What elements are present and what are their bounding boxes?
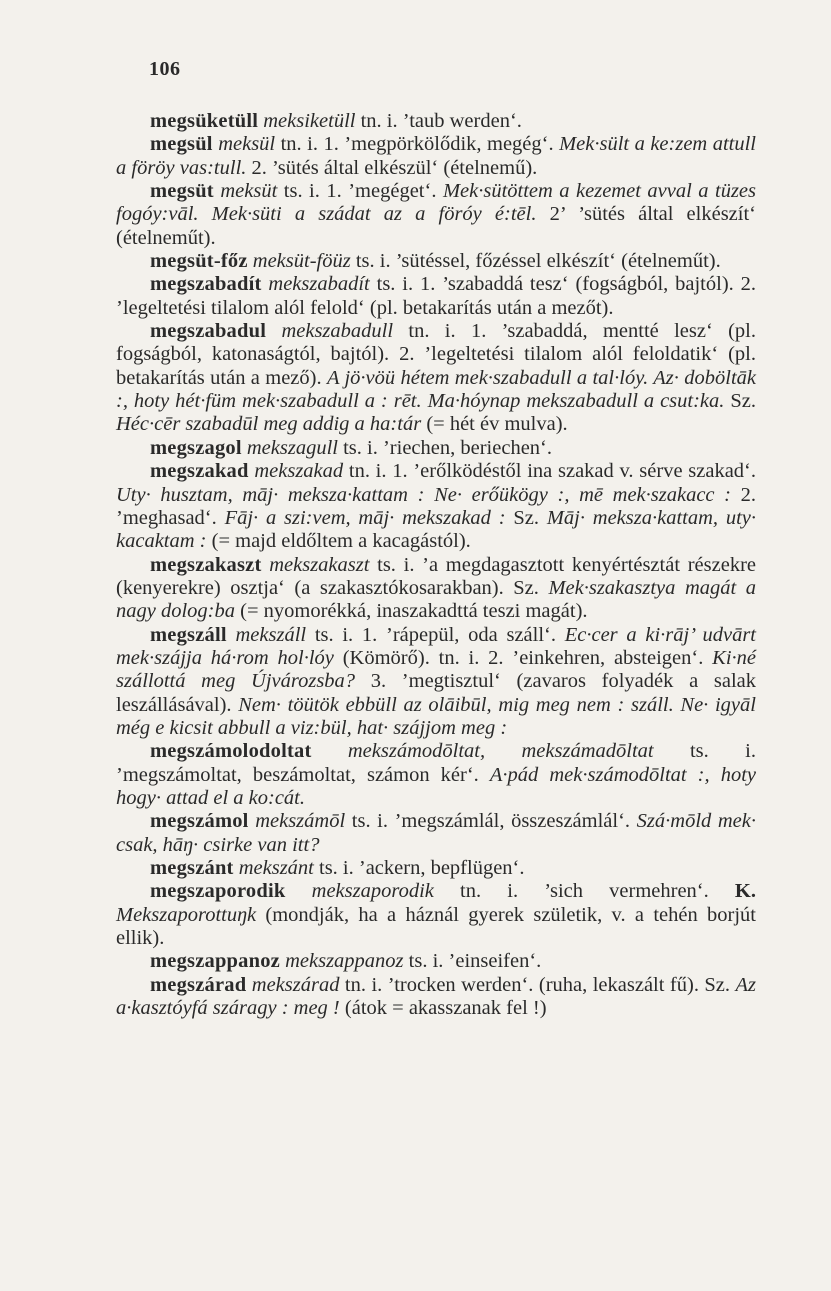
dictionary-entry [116,250,756,273]
dictionary-entry [116,180,756,250]
entry-headword: megsül [150,133,213,156]
entry-definition: ts. i. 1. ’szabaddá tesz‘ (fogságból, bajtól). 2. ’legeltetési tilalom alól felold‘ (pl. betakarítás után a mezőt). [116,273,757,319]
dictionary-entry [116,133,756,180]
entry-definition: 2’ ’sütés által elkészít‘ (ételneműt). [116,203,756,249]
entry-headword: megszámol [150,810,249,833]
dictionary-entry [116,880,756,950]
entry-definition: (átok = akasszanak fel !) [339,997,547,1020]
dictionary-entry [116,460,756,553]
dictionary-entry [116,810,756,857]
entry-definition: ts. i. ’sütéssel, főzéssel elkészít‘ (ételneműt). [350,250,721,273]
entry-definition: tn. i. 1. ’megpörkölődik, megég‘. [275,133,560,156]
entry-definition: ts. i. ’megszámlál, összeszámlál‘. [345,810,637,833]
entry-dialect-form: meksüt-föüz [252,250,351,273]
entry-definition: tn. i. ’taub werden‘. [355,110,522,132]
entry-dialect-form: mekszárad [251,973,340,996]
entry-example: Nem· töütök ebbüll az olāibūl, mig meg nem : száll. Ne· igyāl még e kicsit abbull a viz:bül, hat· szájjom meg : [116,693,756,739]
entry-definition: ts. i. ’riechen, beriechen‘. [337,436,552,459]
entry-definition: 3. ’megtisztul‘ (zavaros folyadék a salak leszállásával). [116,670,756,716]
entry-definition: Sz. [724,390,757,413]
entry-example: A·pád mek·számodōltat :, hoty hogy· attad el a ko:cát. [116,763,756,809]
entry-headword: megsüt [150,180,214,203]
entry-dialect-form: mekszabadull [281,320,394,343]
dictionary-entry [116,437,756,460]
entry-example: Mek·sült a ke:zem attull a föröy vas:tull. [116,133,756,179]
entry-definition: (= hét év mulva). [421,413,568,436]
entry-marker: K. [734,880,756,903]
entry-example: Fāj· a szi:vem, māj· mekszakad : [224,506,506,529]
entry-example: A jö·vöü hétem mek·szabadull a tal·lóy. Az· doböltāk :, hoty hét·füm mek·szabadull a : rēt. Ma·hóynap mekszabadull a csut:ka. [116,366,756,413]
dictionary-entry [116,554,756,624]
entry-dialect-form: meksül [218,133,276,156]
entry-definition: (Kömörő). tn. i. 2. ’einkehren, absteigen‘. [333,646,713,669]
entry-example: Mekszaporottuŋk [116,903,257,926]
page-number: 106 [149,58,181,80]
entry-definition: ts. i. ’einseifen‘. [403,950,542,973]
entry-definition: tn. i. 1. ’szabaddá, mentté lesz‘ (pl. fogságból, katonaságtól, bajtól). 2. ’legeltetési tilalom alól feloldatik‘ (pl. betakarítás után a mező). [116,320,757,389]
entry-definition: tn. i. ’trocken werden‘. (ruha, lekaszált fű). Sz. [339,973,736,996]
entry-definition: (= majd eldőltem a kacagástól). [206,530,471,553]
entry-dialect-form: mekszappanoz [285,950,404,973]
entry-dialect-form: mekszagull [246,436,338,459]
entry-headword: megszabadít [150,273,262,296]
entry-definition: (mondják, ha a háznál gyerek születik, v. a tehén borjút ellik). [116,903,756,950]
entry-definition: tn. i. ’sich vermehren‘. [433,880,735,903]
dictionary-entry [116,950,756,973]
entry-example: Az a·kasztóyfá száragy : meg ! [116,973,756,1020]
entry-definition: ts. i. 1. ’megéget‘. [277,180,443,203]
entry-dialect-form: mekszaporodik [311,880,434,903]
entry-headword: megsüketüll [150,110,259,132]
entry-example: Ki·né szállottá meg Újvározsba? [116,646,756,693]
entry-definition: ts. i. ’ackern, bepflügen‘. [313,857,525,879]
entry-headword: megszagol [150,436,242,459]
entry-definition: ts. i. ’a megdagasztott kenyértésztát részekre (kenyerekre) osztja‘ (a szakasztókosarakban). Sz. [116,553,756,599]
entry-dialect-form: mekszánt [238,857,314,879]
entry-dialect-form: meksüt [220,180,278,203]
entry-definition: 2. ’meghasad‘. [116,483,756,529]
entry-dialect-form: mekszabadít [268,273,370,296]
entry-definition: tn. i. 1. ’erőlködéstől ina szakad v. sérve szakad‘. [343,460,756,483]
entry-example: Mek·sütöttem a kezemet avval a tüzes fogóy:vāl. Mek·süti a szádat az a föróy é:tēl. [116,180,757,226]
entry-headword: megszakad [150,460,249,483]
entry-headword: megszánt [150,857,234,879]
dictionary-entry [116,974,756,1021]
entry-dialect-form: meksiketüll [263,110,356,132]
dictionary-entry [116,624,756,741]
entry-headword: megszappanoz [150,950,280,973]
entry-example: Szá·mōld mek· csak, hāŋ· csirke van itt? [116,810,756,856]
dictionary-entry [116,857,756,880]
entry-definition: (= nyomorékká, inaszakadttá teszi magát). [235,600,588,623]
entry-headword: megszáll [150,623,227,646]
entry-example: Māj· meksza·kattam, uty· kacaktam : [116,506,756,553]
entry-dialect-form: mekszakad [254,460,344,483]
entry-headword: megszaporodik [150,880,286,903]
entry-definition: ts. i. ’megszámoltat, beszámoltat, számon kér‘. [116,740,756,786]
entry-headword: megszárad [150,973,247,996]
entry-example: Mek·szakasztya magát a nagy dolog:ba [116,576,756,623]
entry-dialect-form: mekszámōl [255,810,346,833]
dictionary-body [116,110,756,1020]
entry-dialect-form: mekszáll [235,623,307,646]
dictionary-entry [116,320,756,437]
entry-definition: ts. i. 1. ’ráрepül, oda száll‘. [306,623,565,646]
entry-example: Uty· husztam, māj· meksza·kattam : Ne· erőükögy :, mē mek·szakacc : [116,483,731,506]
entry-headword: megsüt-főz [150,250,248,273]
entry-definition: 2. ’sütés által elkészül‘ (ételnemű). [246,156,538,179]
dictionary-entry [116,740,756,810]
entry-headword: megszabadul [150,320,267,343]
entry-headword: megszakaszt [150,553,262,576]
entry-headword: megszámolodoltat [150,740,312,763]
entry-example: Héc·cēr szabadūl meg addig a ha:tár [116,413,422,436]
entry-definition: Sz. [505,506,547,529]
dictionary-entry [116,110,756,133]
entry-example: Ec·cer a ki·rāj’ udvārt mek·szájja há·rom hol·lóy [116,623,756,669]
dictionary-entry [116,273,756,320]
entry-dialect-form: mekszámodōltat, mekszámadōltat [347,740,654,763]
entry-dialect-form: mekszakaszt [269,553,370,576]
